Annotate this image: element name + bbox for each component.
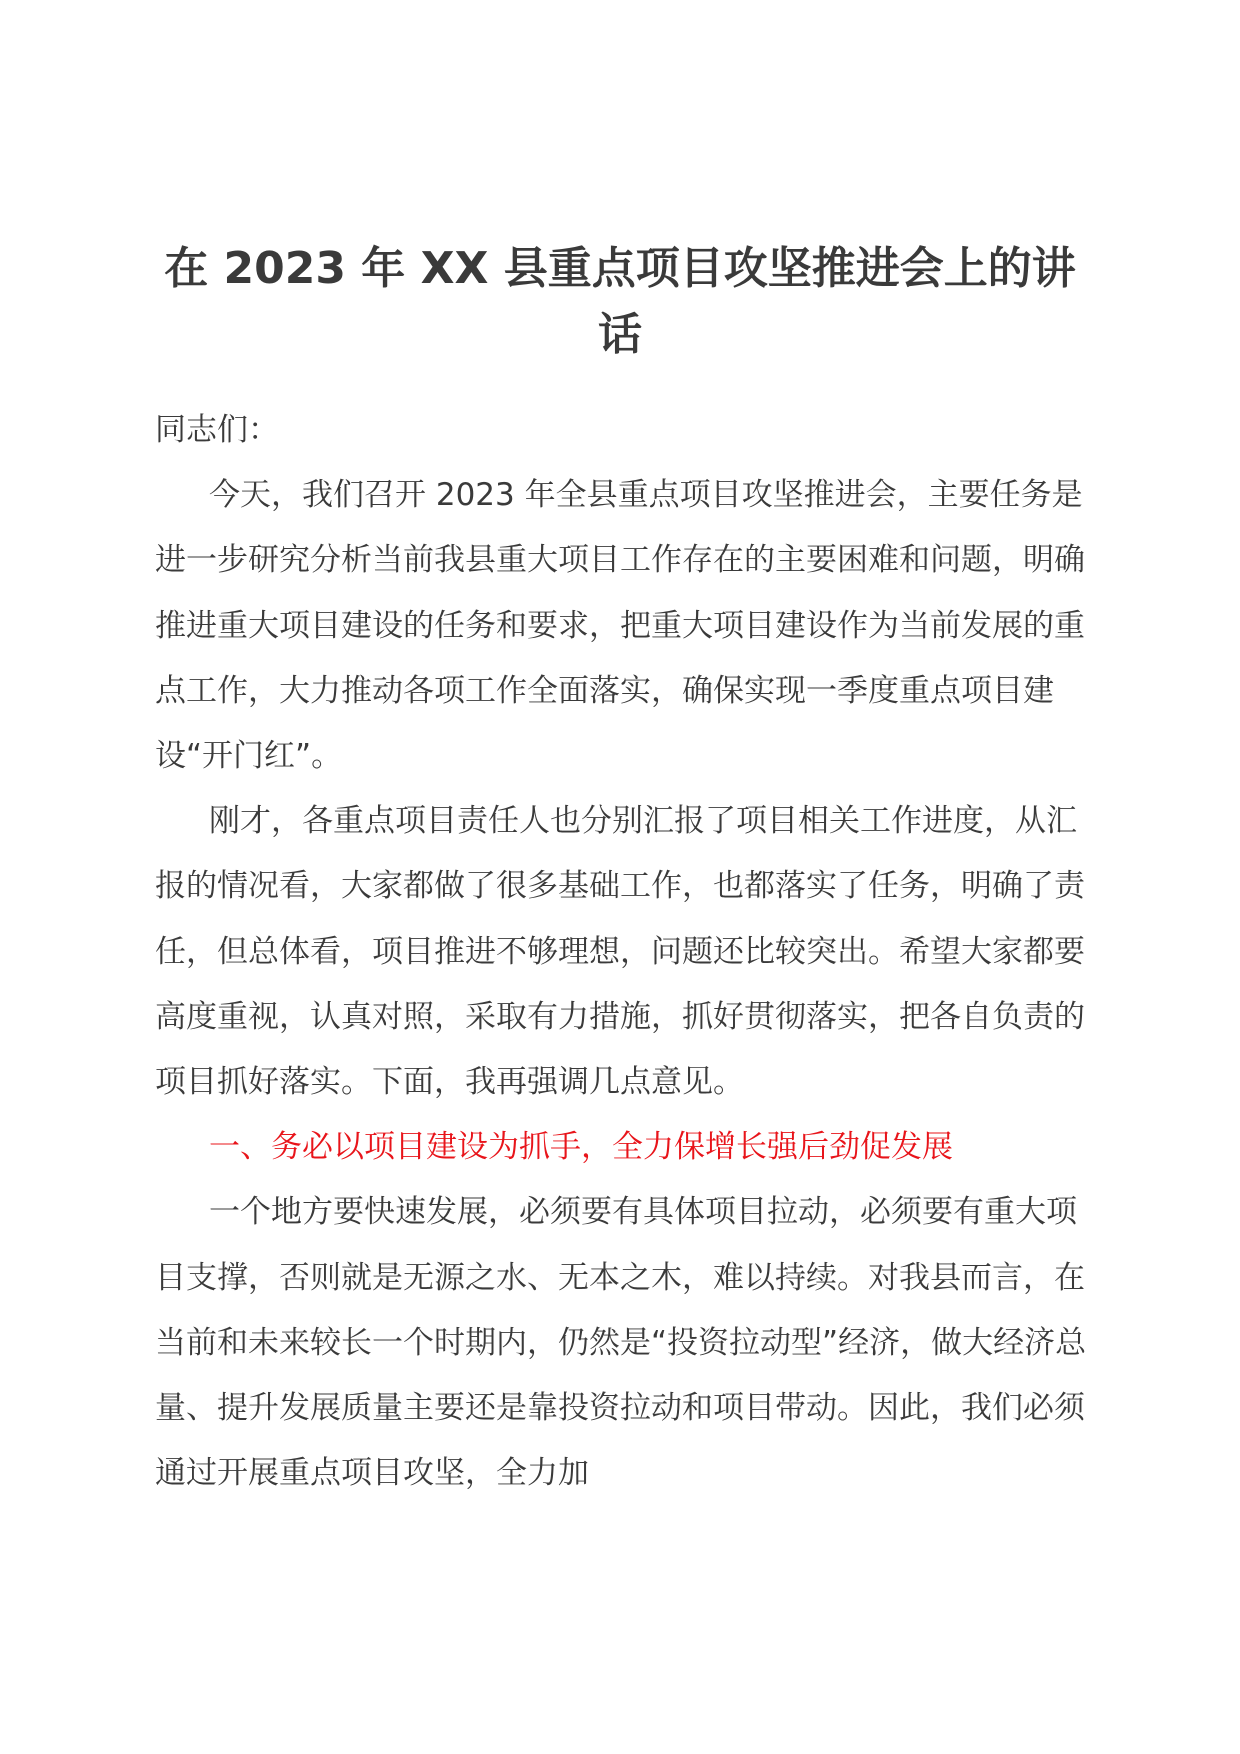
body-paragraph-1: 今天，我们召开 2023 年全县重点项目攻坚推进会，主要任务是进一步研究分析当前我县重大项目工作存在的主要困难和问题，明确推进重大项目建设的任务和要求，把重大项目建设作为当前发展的重点工作，大力推动各项工作全面落实，确保实现一季度重点项目建设“开门红”。 (155, 477, 1085, 775)
document-title (150, 236, 1090, 368)
section-paragraph: 一个地方要快速发展，必须要有具体项目拉动，必须要有重大项目支撑，否则就是无源之水、无本之木，难以持续。对我县而言，在当前和未来较长一个时期内，仍然是“投资拉动型”经济，做大经济总量、提升发展质量主要还是靠投资拉动和项目带动。因此，我们必须通过开展重点项目攻坚，全力加 (155, 1194, 1087, 1492)
section-heading: 一、务必以项目建设为抓手，全力保增长强后劲促发展 (209, 1129, 953, 1166)
document-body (155, 398, 1090, 1506)
body-paragraph-2: 刚才，各重点项目责任人也分别汇报了项目相关工作进度，从汇报的情况看，大家都做了很多基础工作，也都落实了任务，明确了责任，但总体看，项目推进不够理想，问题还比较突出。希望大家都要高度重视，认真对照，采取有力措施，抓好贯彻落实，把各自负责的项目抓好落实。下面，我再强调几点意见。 (155, 803, 1085, 1101)
document-title-line2: 话 (598, 309, 642, 360)
salutation: 同志们： (155, 412, 279, 448)
document-title-line1: 在 2023 年 XX 县重点项目攻坚推进会上的讲 (164, 243, 1076, 294)
